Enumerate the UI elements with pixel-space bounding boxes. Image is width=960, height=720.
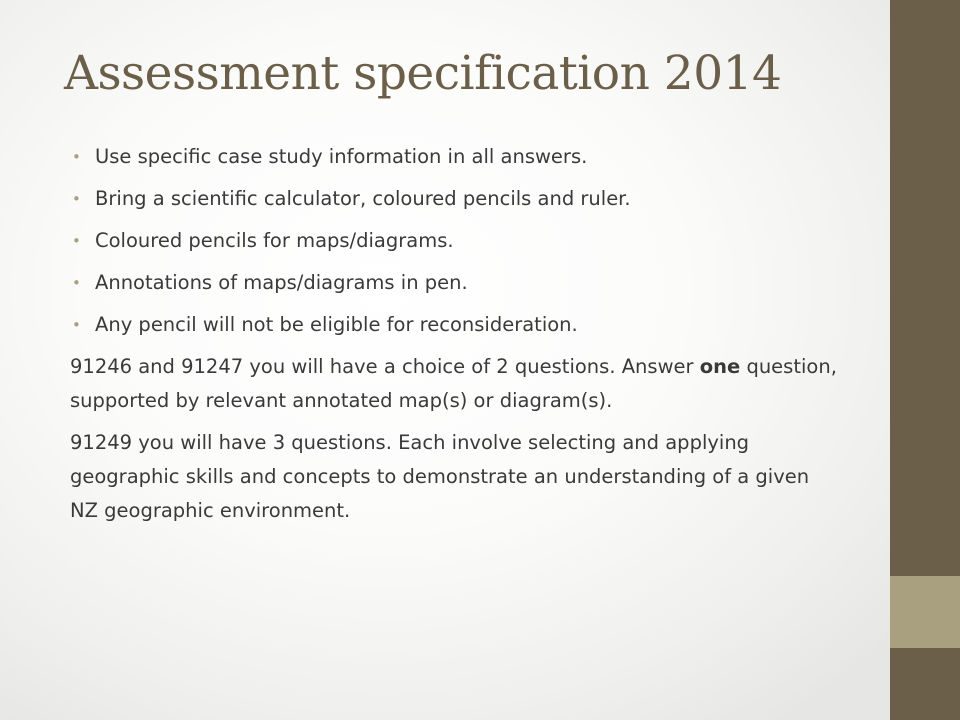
bullet-dot-icon: • xyxy=(72,148,81,166)
bullet-text: Annotations of maps/diagrams in pen. xyxy=(95,271,468,294)
paragraph-emphasis: one xyxy=(699,355,741,378)
bullet-item xyxy=(70,308,840,342)
paragraph-91246-91247 xyxy=(70,350,840,418)
bullet-dot-icon: • xyxy=(72,316,81,334)
slide-title: Assessment specification 2014 xyxy=(64,46,782,101)
bullet-item xyxy=(70,266,840,300)
bullet-list xyxy=(70,140,840,342)
paragraph-text-end: question, supported by relevant annotated map(s) or diagram(s). xyxy=(70,355,837,412)
bullet-text: Coloured pencils for maps/diagrams. xyxy=(95,229,454,252)
slide-content xyxy=(70,140,840,536)
bullet-item xyxy=(70,140,840,174)
bullet-dot-icon: • xyxy=(72,274,81,292)
bullet-dot-icon: • xyxy=(72,190,81,208)
paragraph-91249: 91249 you will have 3 questions. Each involve selecting and applying geographic skills and concepts to demonstrate an understanding of a given NZ geographic environment. xyxy=(70,431,810,522)
bullet-item xyxy=(70,182,840,216)
bullet-dot-icon: • xyxy=(72,232,81,250)
bullet-item xyxy=(70,224,840,258)
decorative-side-bar-accent xyxy=(890,576,960,648)
paragraph-text-start: 91246 and 91247 you will have a choice of 2 questions. Answer xyxy=(70,355,700,378)
bullet-text: Bring a scientific calculator, coloured pencils and ruler. xyxy=(95,187,631,210)
bullet-text: Use specific case study information in all answers. xyxy=(95,145,588,168)
bullet-text: Any pencil will not be eligible for reconsideration. xyxy=(95,313,578,336)
